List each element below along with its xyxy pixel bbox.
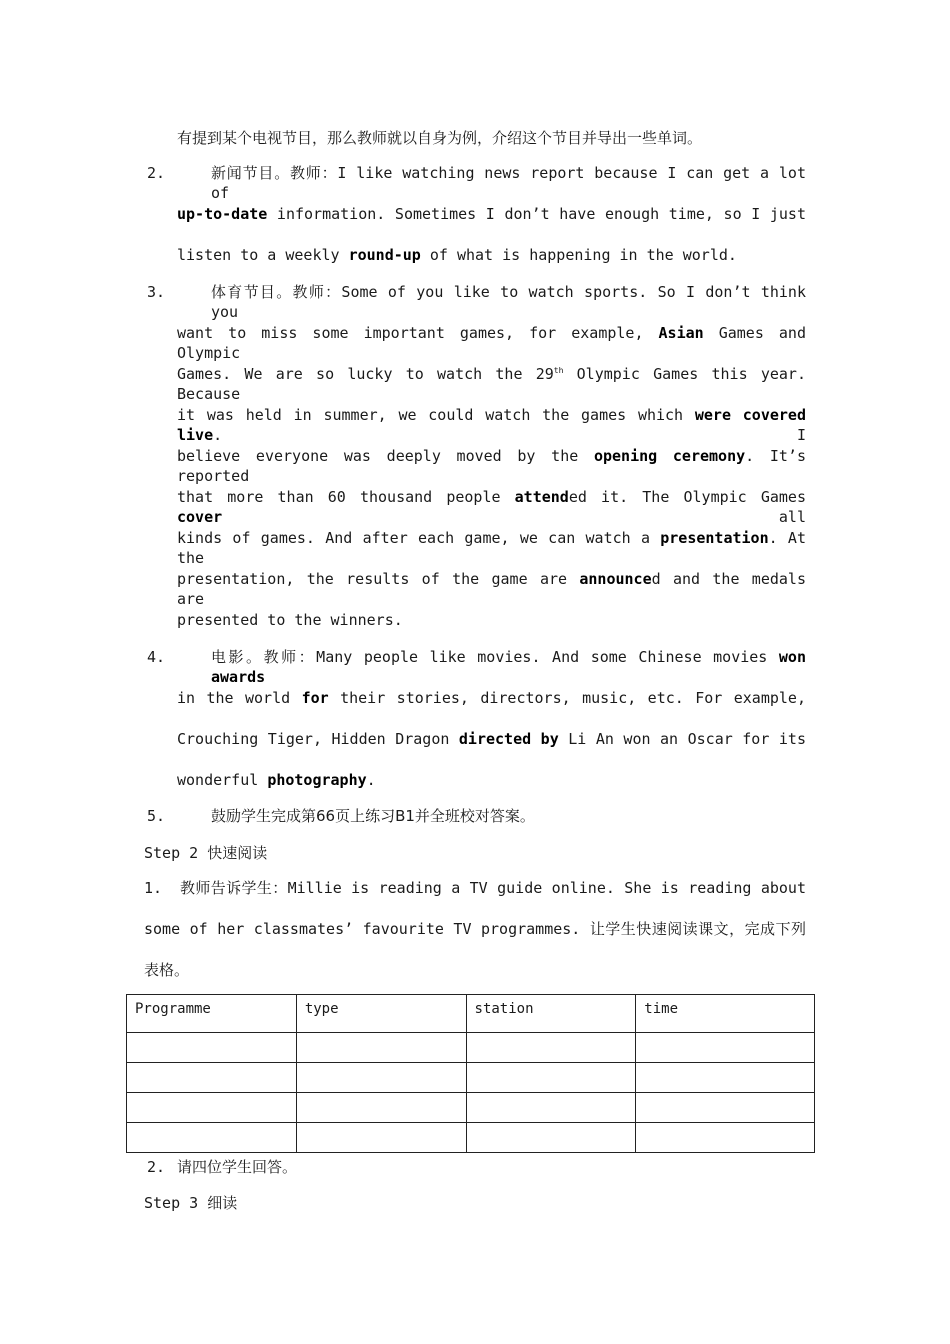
text-span: 电影。教师：Many people like movies. And some Chinese movies <box>211 648 779 666</box>
table-cell <box>466 1093 636 1123</box>
item5-line1 <box>211 806 535 826</box>
item-number: 4. <box>147 648 166 666</box>
table-cell <box>466 1123 636 1153</box>
programme-table <box>126 994 815 1153</box>
header-cell: Programme <box>127 995 297 1033</box>
item2-line1 <box>211 163 806 203</box>
item-number: 1. <box>144 879 163 897</box>
item-number: 2. <box>147 164 166 182</box>
keyword: opening ceremony <box>593 447 746 465</box>
text-span: presented to the winners. <box>177 611 403 629</box>
table-row <box>127 1123 815 1153</box>
step3-heading: Step 3 细读 <box>144 1194 238 1212</box>
table-row <box>127 1063 815 1093</box>
step2-heading: Step 2 快速阅读 <box>144 844 268 862</box>
text-span: it was held in summer, we could watch the games which <box>177 406 695 424</box>
item-number: 3. <box>147 283 166 301</box>
text-span: that more than 60 thousand people <box>177 488 515 506</box>
table-header-row <box>127 995 815 1033</box>
keyword: presentation <box>660 529 769 547</box>
item3-line2 <box>177 323 806 363</box>
item4-line1 <box>211 647 806 687</box>
text-span: 新闻节目。教师：I like watching news report because I can get a lot of <box>211 164 806 202</box>
table-row <box>127 1033 815 1063</box>
table-cell <box>296 1123 466 1153</box>
text-span: . At the <box>177 529 806 567</box>
item3-line3 <box>177 364 806 404</box>
step2-item2-text: 请四位学生回答。 <box>177 1158 298 1176</box>
superscript: th <box>553 366 564 375</box>
text-span: all <box>222 508 806 526</box>
item-number: 2. <box>147 1158 166 1176</box>
item3-line6 <box>177 487 806 527</box>
text-span: Games and Olympic <box>177 324 806 362</box>
table-cell <box>127 1033 297 1063</box>
text-span: Crouching Tiger, Hidden Dragon <box>177 730 459 748</box>
keyword: cover <box>177 508 223 526</box>
table-cell <box>127 1063 297 1093</box>
table-cell <box>127 1123 297 1153</box>
item3-line4 <box>177 405 806 445</box>
text-span: Games. We are so lucky to watch the 29 <box>177 365 554 383</box>
text-span: wonderful <box>177 771 268 789</box>
keyword: Asian <box>658 324 704 342</box>
header-cell: station <box>466 995 636 1033</box>
text-span: Li An won an Oscar for its <box>558 730 806 748</box>
text-span: of what is happening in the world. <box>420 246 737 264</box>
item4-line3 <box>177 729 806 749</box>
step2-item1-line2: some of her classmates’ favourite TV programmes. 让学生快速阅读课文，完成下列 <box>144 920 806 938</box>
text-span: information. Sometimes I don’t have enough time, so I just <box>267 205 806 223</box>
text-span: . <box>366 771 376 789</box>
text-span: listen to a weekly <box>177 246 349 264</box>
table-cell <box>466 1063 636 1093</box>
item3-line8 <box>177 569 806 609</box>
item2-line3 <box>177 245 737 265</box>
table-row <box>127 1093 815 1123</box>
text-span: 鼓励学生完成第66页上练习B1并全班校对答案。 <box>211 807 535 825</box>
item-number: 5. <box>147 807 166 825</box>
keyword: up-to-date <box>177 205 268 223</box>
intro-line: 有提到某个电视节目，那么教师就以自身为例，介绍这个节目并导出一些单词。 <box>177 129 703 147</box>
item3-line5 <box>177 446 806 486</box>
keyword: photography <box>267 771 367 789</box>
text-span: believe everyone was deeply moved by the <box>177 447 594 465</box>
item2-line2 <box>177 204 806 224</box>
text-span: . It’s reported <box>177 447 806 485</box>
keyword: announce <box>579 570 652 588</box>
table-cell <box>636 1123 815 1153</box>
table-cell <box>636 1033 815 1063</box>
header-cell: type <box>296 995 466 1033</box>
step2-item1-line3: 表格。 <box>144 961 190 979</box>
text-span: presentation, the results of the game are <box>177 570 580 588</box>
keyword: directed by <box>458 730 559 748</box>
step2-item1-line1: 教师告诉学生：Millie is reading a TV guide online. She is reading about <box>180 879 806 897</box>
keyword: won awards <box>211 648 806 686</box>
item4-line4 <box>177 770 376 790</box>
text-span: in the world <box>177 689 302 707</box>
text-span: want to miss some important games, for example, <box>177 324 659 342</box>
text-span: . I <box>213 426 806 444</box>
text-span: their stories, directors, music, etc. For example, <box>328 689 806 707</box>
table-cell <box>296 1063 466 1093</box>
table-cell <box>127 1093 297 1123</box>
text-span: 体育节目。教师：Some of you like to watch sports. So I don’t think you <box>211 283 806 321</box>
keyword: attend <box>514 488 569 506</box>
item3-line7 <box>177 528 806 568</box>
table-cell <box>296 1093 466 1123</box>
header-cell: time <box>636 995 815 1033</box>
item3-line9 <box>177 610 403 630</box>
text-span: ed it. The Olympic Games <box>568 488 806 506</box>
text-span: kinds of games. And after each game, we can watch a <box>177 529 661 547</box>
item3-line1 <box>211 282 806 322</box>
text-span: Olympic Games this year. Because <box>177 365 806 403</box>
table-cell <box>636 1093 815 1123</box>
keyword: were covered live <box>177 406 806 444</box>
table-cell <box>466 1033 636 1063</box>
item4-line2 <box>177 688 806 708</box>
keyword: round-up <box>348 246 421 264</box>
text-span: d and the medals are <box>177 570 806 608</box>
keyword: for <box>301 689 329 707</box>
table-cell <box>636 1063 815 1093</box>
table-cell <box>296 1033 466 1063</box>
